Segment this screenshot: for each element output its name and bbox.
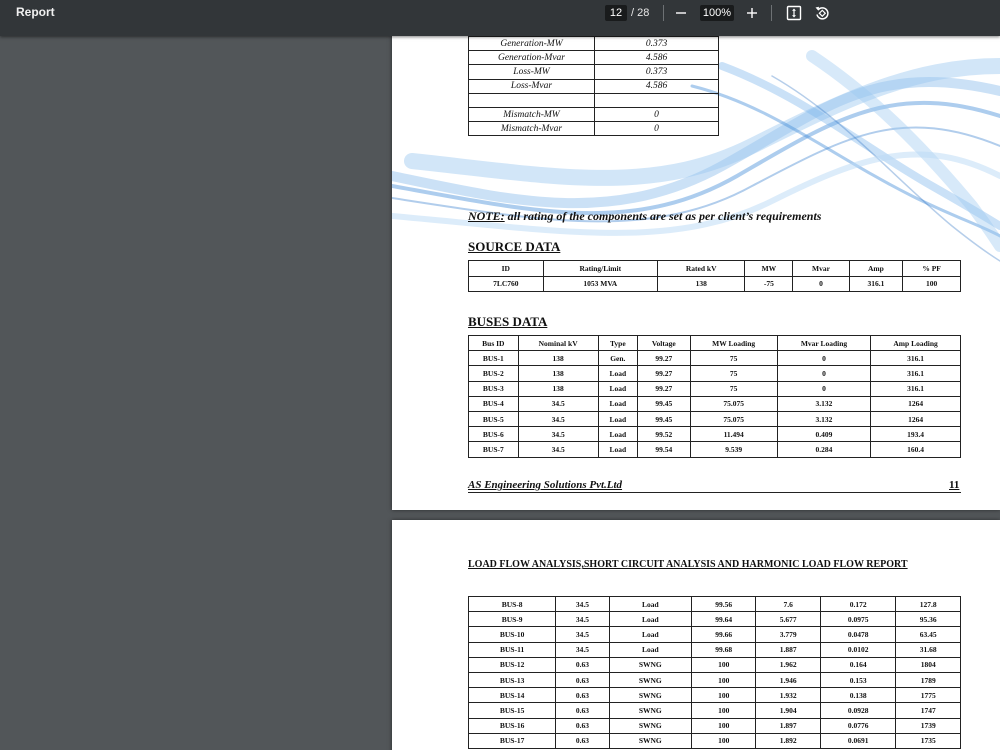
table-cell: 99.27 — [638, 381, 691, 396]
table-cell: Load — [598, 396, 637, 411]
table-cell: 100 — [691, 703, 755, 718]
summary-value: 0.373 — [595, 37, 719, 51]
summary-label: Loss-MW — [469, 65, 595, 79]
table-cell: 100 — [691, 718, 755, 733]
table-cell: 99.27 — [638, 351, 691, 366]
fit-to-page-icon — [786, 5, 802, 21]
table-cell: 75 — [690, 381, 777, 396]
table-cell: Load — [598, 442, 637, 457]
table-cell: 7.6 — [756, 597, 820, 612]
table-cell: 100 — [691, 688, 755, 703]
pdf-toolbar — [0, 0, 1000, 36]
table-cell: 9.539 — [690, 442, 777, 457]
table-row — [469, 642, 961, 657]
table-header-row — [469, 261, 961, 277]
table-cell: 34.5 — [518, 427, 598, 442]
buses-data-table — [468, 335, 961, 458]
table-row — [469, 612, 961, 627]
column-header: Amp — [849, 261, 903, 277]
table-cell: SWNG — [609, 703, 691, 718]
column-header: Mvar — [793, 261, 849, 277]
table-cell: 1053 MVA — [543, 276, 657, 292]
table-cell: 34.5 — [556, 612, 609, 627]
table-row — [469, 733, 961, 748]
table-cell: 3.779 — [756, 627, 820, 642]
table-cell: BUS-10 — [469, 627, 556, 642]
table-cell: 34.5 — [556, 597, 609, 612]
table-cell: 99.56 — [691, 597, 755, 612]
table-row — [469, 65, 719, 79]
note-body: all rating of the components are set as per client’s requirements — [504, 209, 822, 223]
table-cell: BUS-16 — [469, 718, 556, 733]
column-header: MW Loading — [690, 336, 777, 351]
table-cell: 1.932 — [756, 688, 820, 703]
table-cell: 0.0478 — [820, 627, 896, 642]
page-number-input[interactable]: 12 — [605, 5, 627, 21]
column-header: Amp Loading — [871, 336, 961, 351]
column-header: % PF — [903, 261, 961, 277]
rotate-button[interactable] — [812, 3, 832, 23]
table-cell: Load — [598, 427, 637, 442]
table-cell: BUS-4 — [469, 396, 519, 411]
table-cell: 34.5 — [556, 642, 609, 657]
table-cell: 100 — [691, 733, 755, 748]
table-cell: 100 — [691, 657, 755, 672]
table-cell: Load — [609, 642, 691, 657]
table-row — [469, 442, 961, 457]
table-row — [469, 688, 961, 703]
note-label: NOTE: — [468, 209, 505, 223]
table-cell: 7LC760 — [469, 276, 544, 292]
summary-label: Mismatch-MW — [469, 107, 595, 121]
table-cell: 1264 — [871, 396, 961, 411]
summary-value: 0 — [595, 107, 719, 121]
table-cell: 99.45 — [638, 411, 691, 426]
table-cell: 0.172 — [820, 597, 896, 612]
table-cell: 0 — [777, 351, 870, 366]
summary-label: Generation-Mvar — [469, 51, 595, 65]
table-cell: SWNG — [609, 657, 691, 672]
table-row — [469, 51, 719, 65]
table-cell: 11.494 — [690, 427, 777, 442]
table-row — [469, 427, 961, 442]
table-cell: BUS-6 — [469, 427, 519, 442]
table-cell: 1.892 — [756, 733, 820, 748]
table-cell: 0.284 — [777, 442, 870, 457]
table-cell: Load — [598, 411, 637, 426]
table-row — [469, 351, 961, 366]
table-row — [469, 627, 961, 642]
table-cell: 99.64 — [691, 612, 755, 627]
table-cell: BUS-5 — [469, 411, 519, 426]
table-cell: 31.68 — [896, 642, 961, 657]
table-row — [469, 411, 961, 426]
table-cell: 3.132 — [777, 396, 870, 411]
column-header: Rated kV — [658, 261, 745, 277]
zoom-in-button[interactable] — [742, 3, 762, 23]
table-cell: 0.409 — [777, 427, 870, 442]
table-cell: BUS-9 — [469, 612, 556, 627]
table-row — [469, 597, 961, 612]
column-header: Type — [598, 336, 637, 351]
table-cell: 100 — [903, 276, 961, 292]
table-cell: BUS-8 — [469, 597, 556, 612]
table-cell: 99.66 — [691, 627, 755, 642]
table-cell: BUS-14 — [469, 688, 556, 703]
table-cell: Load — [598, 381, 637, 396]
table-row — [469, 93, 719, 107]
fit-to-page-button[interactable] — [784, 3, 804, 23]
summary-label: Loss-Mvar — [469, 79, 595, 93]
document-page — [392, 520, 1000, 750]
table-cell: BUS-11 — [469, 642, 556, 657]
note-text — [468, 209, 821, 224]
table-cell: BUS-7 — [469, 442, 519, 457]
table-cell: 75.075 — [690, 411, 777, 426]
table-cell: 34.5 — [556, 627, 609, 642]
table-cell: Load — [609, 612, 691, 627]
table-cell: 0.0776 — [820, 718, 896, 733]
table-cell: BUS-17 — [469, 733, 556, 748]
page-total: / 28 — [631, 7, 650, 19]
table-row — [469, 657, 961, 672]
table-cell: SWNG — [609, 733, 691, 748]
table-cell: 99.27 — [638, 366, 691, 381]
column-header: Mvar Loading — [777, 336, 870, 351]
zoom-level-input[interactable]: 100% — [700, 5, 734, 21]
table-cell: 100 — [691, 672, 755, 687]
table-cell: 34.5 — [518, 442, 598, 457]
table-cell: 99.54 — [638, 442, 691, 457]
table-cell: 1264 — [871, 411, 961, 426]
minus-icon — [675, 7, 687, 19]
buses-data-table-continued — [468, 596, 961, 749]
table-cell: 0.0975 — [820, 612, 896, 627]
table-cell: SWNG — [609, 718, 691, 733]
column-header: Voltage — [638, 336, 691, 351]
summary-table — [468, 36, 719, 136]
table-cell: 75 — [690, 351, 777, 366]
table-cell: 99.52 — [638, 427, 691, 442]
plus-icon — [746, 7, 758, 19]
table-row — [469, 276, 961, 292]
summary-label — [469, 93, 595, 107]
table-cell: 0.138 — [820, 688, 896, 703]
column-header: ID — [469, 261, 544, 277]
table-cell: 1735 — [896, 733, 961, 748]
table-cell: 160.4 — [871, 442, 961, 457]
table-cell: 1.887 — [756, 642, 820, 657]
table-cell: BUS-3 — [469, 381, 519, 396]
document-viewer[interactable] — [0, 36, 1000, 750]
table-cell: 1804 — [896, 657, 961, 672]
table-cell: 0.0928 — [820, 703, 896, 718]
table-cell: 138 — [518, 381, 598, 396]
table-cell: 138 — [518, 366, 598, 381]
table-cell: 1.962 — [756, 657, 820, 672]
summary-value: 4.586 — [595, 51, 719, 65]
table-row — [469, 703, 961, 718]
table-cell: 34.5 — [518, 396, 598, 411]
table-cell: 0.63 — [556, 657, 609, 672]
table-cell: 0.63 — [556, 703, 609, 718]
table-cell: 127.8 — [896, 597, 961, 612]
table-cell: 99.68 — [691, 642, 755, 657]
column-header: Rating/Limit — [543, 261, 657, 277]
column-header: Nominal kV — [518, 336, 598, 351]
table-cell: 0.153 — [820, 672, 896, 687]
footer-rule — [468, 492, 961, 493]
summary-value: 0 — [595, 122, 719, 136]
column-header: MW — [745, 261, 793, 277]
footer-company-name: AS Engineering Solutions Pvt.Ltd — [468, 479, 623, 491]
table-cell: Gen. — [598, 351, 637, 366]
toolbar-divider — [771, 5, 772, 21]
table-cell: 0.63 — [556, 718, 609, 733]
summary-value: 4.586 — [595, 79, 719, 93]
table-cell: 99.45 — [638, 396, 691, 411]
buses-data-heading: BUSES DATA — [468, 314, 548, 329]
table-row — [469, 381, 961, 396]
zoom-out-button[interactable] — [671, 3, 691, 23]
table-row — [469, 107, 719, 121]
table-cell: 1739 — [896, 718, 961, 733]
table-row — [469, 37, 719, 51]
table-cell: 138 — [658, 276, 745, 292]
table-cell: BUS-1 — [469, 351, 519, 366]
table-row — [469, 122, 719, 136]
table-cell: 0.63 — [556, 733, 609, 748]
table-cell: 0.0102 — [820, 642, 896, 657]
table-cell: 0.0691 — [820, 733, 896, 748]
table-cell: 193.4 — [871, 427, 961, 442]
table-cell: 316.1 — [871, 366, 961, 381]
table-cell: Load — [609, 627, 691, 642]
table-cell: 95.36 — [896, 612, 961, 627]
table-cell: 0.63 — [556, 688, 609, 703]
table-row — [469, 79, 719, 93]
table-cell: 34.5 — [518, 411, 598, 426]
table-cell: BUS-2 — [469, 366, 519, 381]
table-cell: 1775 — [896, 688, 961, 703]
table-cell: 5.677 — [756, 612, 820, 627]
table-cell: 63.45 — [896, 627, 961, 642]
table-cell: 1.904 — [756, 703, 820, 718]
table-cell: Load — [609, 597, 691, 612]
document-title: Report — [16, 5, 55, 19]
table-cell: 1789 — [896, 672, 961, 687]
table-cell: SWNG — [609, 688, 691, 703]
table-cell: 316.1 — [871, 351, 961, 366]
table-cell: 316.1 — [849, 276, 903, 292]
table-cell: 1747 — [896, 703, 961, 718]
rotate-icon — [814, 5, 830, 21]
footer-page-number: 11 — [949, 479, 960, 491]
table-cell: 316.1 — [871, 381, 961, 396]
column-header: Bus ID — [469, 336, 519, 351]
source-data-table — [468, 260, 961, 292]
document-page — [392, 36, 1000, 510]
table-cell: SWNG — [609, 672, 691, 687]
table-row — [469, 672, 961, 687]
toolbar-divider — [663, 5, 664, 21]
table-cell: BUS-13 — [469, 672, 556, 687]
summary-value — [595, 93, 719, 107]
table-row — [469, 366, 961, 381]
table-cell: 138 — [518, 351, 598, 366]
table-cell: 0.164 — [820, 657, 896, 672]
table-row — [469, 396, 961, 411]
table-cell: 1.897 — [756, 718, 820, 733]
table-cell: BUS-12 — [469, 657, 556, 672]
table-cell: -75 — [745, 276, 793, 292]
table-cell: BUS-15 — [469, 703, 556, 718]
table-cell: 0.63 — [556, 672, 609, 687]
table-cell: 0 — [793, 276, 849, 292]
table-header-row — [469, 336, 961, 351]
table-cell: 3.132 — [777, 411, 870, 426]
report-header-title: LOAD FLOW ANALYSIS,SHORT CIRCUIT ANALYSIS AND HARMONIC LOAD FLOW REPORT — [468, 559, 908, 570]
table-cell: 75.075 — [690, 396, 777, 411]
table-row — [469, 718, 961, 733]
table-cell: 75 — [690, 366, 777, 381]
summary-label: Generation-MW — [469, 37, 595, 51]
source-data-heading: SOURCE DATA — [468, 239, 561, 254]
table-cell: 0 — [777, 381, 870, 396]
table-cell: Load — [598, 366, 637, 381]
summary-label: Mismatch-Mvar — [469, 122, 595, 136]
table-cell: 1.946 — [756, 672, 820, 687]
table-cell: 0 — [777, 366, 870, 381]
summary-value: 0.373 — [595, 65, 719, 79]
